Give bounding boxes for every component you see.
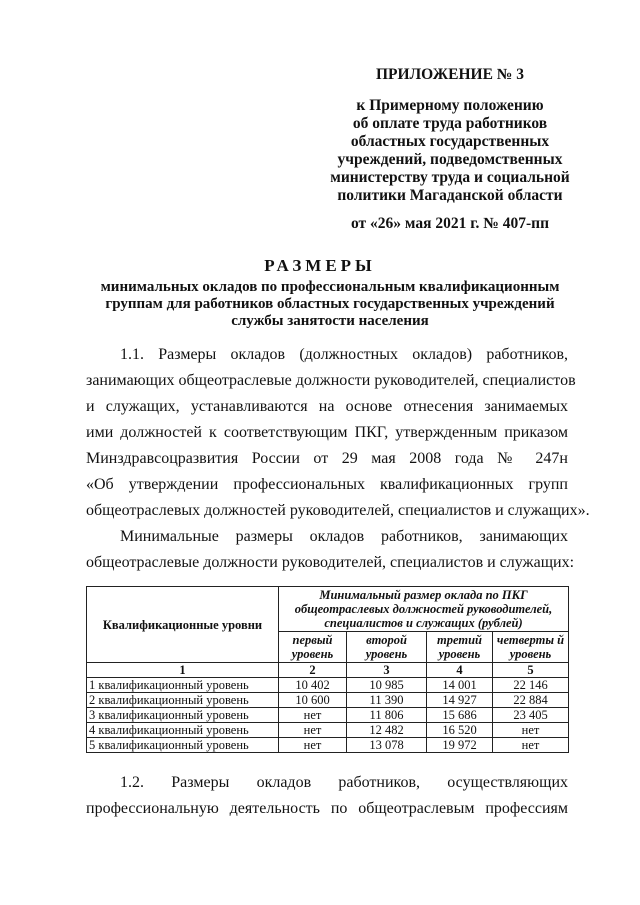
table-column-numbers — [87, 663, 569, 678]
table-row — [87, 678, 569, 693]
section-1-2 — [86, 770, 568, 822]
value-cell: 15 686 — [427, 708, 493, 723]
column-number: 4 — [427, 663, 493, 678]
paragraph-line: «Об утверждении профессиональных квалификационных групп — [86, 476, 568, 493]
table-row — [87, 723, 569, 738]
appendix-line: об оплате труда работников — [352, 115, 548, 132]
appendix-line: политики Магаданской области — [337, 187, 563, 204]
level-cell: 3 квалификационный уровень — [87, 708, 279, 723]
paragraph-line: Минздравсоцразвития России от 29 мая 2008 года № 247н — [86, 450, 568, 467]
salary-table — [86, 586, 569, 753]
paragraph-line: и служащих, устанавливаются на основе отнесения занимаемых — [86, 398, 568, 415]
column-number: 5 — [493, 663, 569, 678]
document-heading: РАЗМЕРЫ — [264, 256, 376, 275]
paragraph-line: Минимальные размеры окладов работников, занимающих — [120, 528, 568, 545]
value-cell: 14 927 — [427, 693, 493, 708]
appendix-date: от «26» мая 2021 г. № 407-пп — [350, 215, 549, 232]
appendix-line: министерству труда и социальной — [330, 169, 570, 186]
table-header-levels: Квалификационные уровни — [87, 587, 279, 663]
value-cell: 19 972 — [427, 738, 493, 753]
paragraph-line: занимающих общеотраслевые должности руководителей, специалистов — [86, 372, 576, 389]
value-cell: нет — [493, 723, 569, 738]
subheading-line: группам для работников областных государственных учреждений — [105, 296, 555, 312]
level-cell: 5 квалификационный уровень — [87, 738, 279, 753]
paragraph-line: общеотраслевых должностей руководителей, специалистов и служащих». — [86, 502, 590, 519]
paragraph-line: 1.2. Размеры окладов работников, осуществляющих — [120, 774, 568, 791]
value-cell: 11 806 — [347, 708, 427, 723]
appendix-line: областных государственных — [350, 133, 550, 150]
appendix-title: ПРИЛОЖЕНИЕ № 3 — [376, 66, 524, 83]
subheading-line: службы занятости населения — [231, 313, 429, 329]
table-subheader: третий уровень — [427, 632, 493, 663]
paragraph-line: ими должностей к соответствующим ПКГ, утвержденным приказом — [86, 424, 568, 441]
value-cell: 12 482 — [347, 723, 427, 738]
level-cell: 4 квалификационный уровень — [87, 723, 279, 738]
table-row — [87, 708, 569, 723]
column-number: 1 — [87, 663, 279, 678]
table-header-min-salary: Минимальный размер оклада по ПКГ общеотраслевых должностей руководителей, специалистов и служащих (рублей) — [279, 587, 569, 632]
value-cell: 10 985 — [347, 678, 427, 693]
paragraph-line: 1.1. Размеры окладов (должностных окладов) работников, — [120, 346, 568, 363]
value-cell: 10 600 — [279, 693, 347, 708]
value-cell: 10 402 — [279, 678, 347, 693]
paragraph-line: общеотраслевые должности руководителей, специалистов и служащих: — [86, 554, 575, 571]
value-cell: 13 078 — [347, 738, 427, 753]
document-subheading — [80, 279, 580, 330]
paragraph-line: профессиональную деятельность по общеотраслевым профессиям — [86, 800, 568, 817]
level-cell: 1 квалификационный уровень — [87, 678, 279, 693]
appendix-line: учреждений, подведомственных — [337, 151, 563, 168]
value-cell: нет — [279, 738, 347, 753]
value-cell: нет — [279, 723, 347, 738]
appendix-block — [300, 66, 600, 233]
column-number: 2 — [279, 663, 347, 678]
table-subheader: первый уровень — [279, 632, 347, 663]
value-cell: 22 884 — [493, 693, 569, 708]
table-row — [87, 738, 569, 753]
value-cell: нет — [279, 708, 347, 723]
value-cell: 23 405 — [493, 708, 569, 723]
table-subheader: четверты й уровень — [493, 632, 569, 663]
table-subheader: второй уровень — [347, 632, 427, 663]
value-cell: нет — [493, 738, 569, 753]
value-cell: 14 001 — [427, 678, 493, 693]
value-cell: 16 520 — [427, 723, 493, 738]
table-row — [87, 693, 569, 708]
level-cell: 2 квалификационный уровень — [87, 693, 279, 708]
section-1-1 — [86, 342, 590, 576]
value-cell: 11 390 — [347, 693, 427, 708]
column-number: 3 — [347, 663, 427, 678]
appendix-line: к Примерному положению — [356, 97, 544, 114]
subheading-line: минимальных окладов по профессиональным квалификационным — [100, 279, 560, 295]
value-cell: 22 146 — [493, 678, 569, 693]
